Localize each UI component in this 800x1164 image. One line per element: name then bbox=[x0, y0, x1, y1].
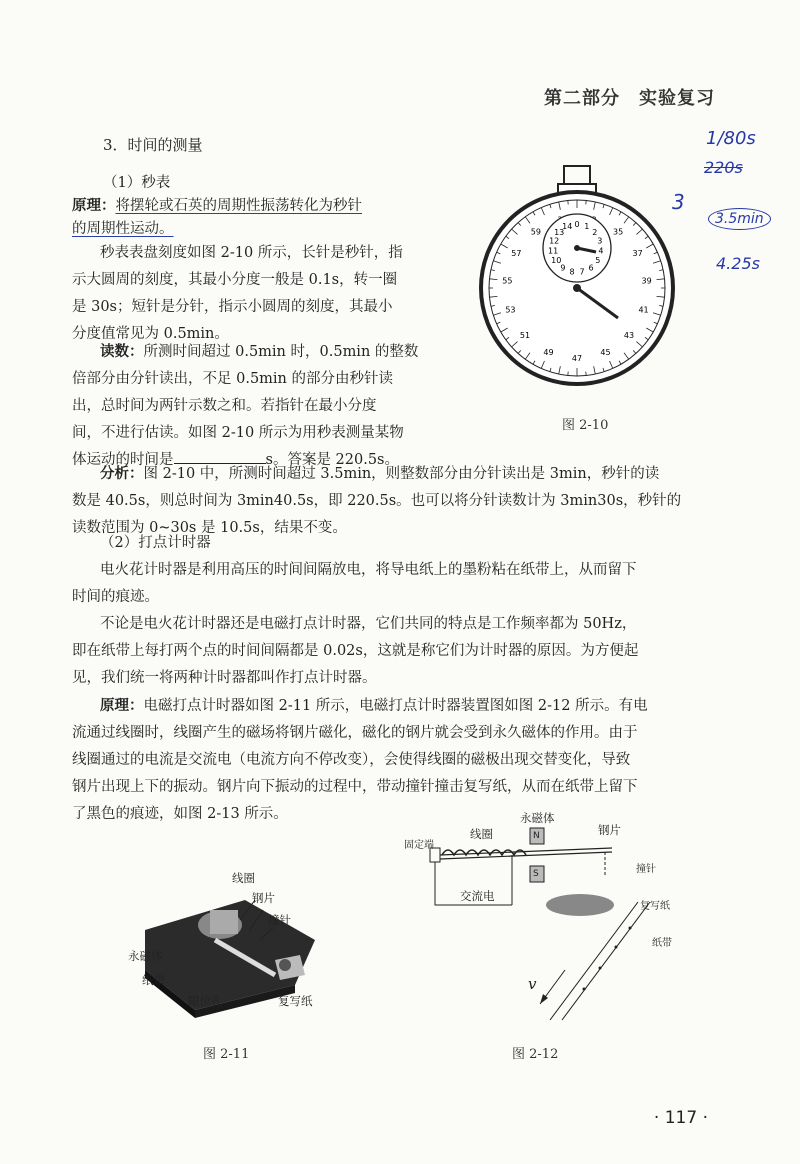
handwritten-note: 4.25s bbox=[716, 254, 760, 273]
stopwatch-heading: （1）秒表 bbox=[103, 175, 171, 191]
reading-label: 读数： bbox=[100, 343, 144, 360]
fig212-carbon: 复写纸 bbox=[640, 901, 670, 912]
fig212-ac: 交流电 bbox=[460, 889, 495, 903]
fig212-s-pole: S bbox=[533, 869, 539, 879]
reading-line: 所测时间超过 0.5min 时，0.5min 的整数 bbox=[143, 344, 419, 360]
inner-dial-label: 14 bbox=[562, 222, 573, 232]
principle-text-2: 的周期性运动。 bbox=[72, 221, 174, 237]
reading-line: 出，总时间为两针示数之和。若指针在最小分度 bbox=[72, 398, 377, 414]
dial-label: 57 bbox=[511, 249, 522, 258]
stopwatch-reading bbox=[72, 338, 472, 474]
timer-p3-line: 线圈通过的电流是交流电（电流方向不停改变），会使得线圈的磁极出现交替变化，导致 bbox=[72, 752, 631, 768]
fig-2-12-diagram bbox=[400, 810, 700, 1030]
fig212-fixed: 固定端 bbox=[404, 840, 434, 851]
reading-last-a: 体运动的时间是 bbox=[72, 452, 174, 468]
inner-dial-label: 5 bbox=[595, 256, 601, 265]
fig212-coil: 线圈 bbox=[470, 827, 493, 841]
timer-p1-line: 电火花计时器是利用高压的时间间隔放电，将导电纸上的墨粉粘在纸带上，从而留下 bbox=[100, 562, 637, 578]
timer-p2-line: 即在纸带上每打两个点的时间间隔都是 0.02s，这就是称它们为计时器的原因。为方便起 bbox=[72, 643, 639, 659]
dial-label: 47 bbox=[571, 354, 583, 363]
fig-2-11-caption: 图 2-11 bbox=[203, 1047, 250, 1062]
analysis-line: 数是 40.5s，则总时间为 3min40.5s，即 220.5s。也可以将分针读数计为 3min30s，秒针的 bbox=[72, 493, 682, 509]
inner-dial-label: 3 bbox=[597, 236, 603, 246]
running-header: 第二部分 实验复习 bbox=[544, 88, 715, 109]
fig212-tape: 纸带 bbox=[652, 938, 672, 949]
inner-dial-label: 9 bbox=[560, 263, 566, 273]
inner-dial-label: 13 bbox=[554, 227, 565, 237]
dial-label: 35 bbox=[613, 227, 624, 237]
analysis-label: 分析： bbox=[100, 465, 144, 482]
timer-p3-line: 电磁打点计时器如图 2-11 所示，电磁打点计时器装置图如图 2-12 所示。有电 bbox=[143, 698, 648, 714]
fig-2-10-caption: 图 2-10 bbox=[562, 418, 609, 433]
analysis-line: 读数范围为 0~30s 是 10.5s，结果不变。 bbox=[72, 520, 347, 536]
timer-p3-line: 钢片出现上下的振动。钢片向下振动的过程中，带动撞针撞击复写纸，从而在纸带上留下 bbox=[72, 779, 638, 795]
dial-label: 43 bbox=[623, 330, 635, 340]
handwritten-note: 1/80s bbox=[706, 128, 756, 149]
inner-dial-label: 11 bbox=[548, 246, 559, 256]
fig212-n-pole: N bbox=[533, 831, 540, 841]
fig212-magnet: 永磁体 bbox=[520, 811, 555, 825]
timer-p1-line: 时间的痕迹。 bbox=[72, 589, 159, 605]
fig212-steel: 钢片 bbox=[598, 823, 621, 837]
fig212-velocity: v bbox=[528, 975, 537, 993]
reading-line: 倍部分由分针读出，不足 0.5min 的部分由秒针读 bbox=[72, 371, 394, 387]
timer-principle-label: 原理： bbox=[100, 697, 144, 714]
timer-p3-line: 流通过线圈时，线圈产生的磁场将钢片磁化，磁化的钢片就会受到永久磁体的作用。由于 bbox=[72, 725, 638, 741]
dial-label: 59 bbox=[530, 227, 541, 237]
label-coil: 线圈 bbox=[232, 871, 255, 885]
dial-label: 53 bbox=[505, 305, 516, 315]
desc-line: 是 30s；短针是分针，指示小圆周的刻度，其最小 bbox=[72, 299, 393, 315]
inner-dial-label: 10 bbox=[551, 256, 562, 265]
dial-label: 39 bbox=[641, 276, 652, 286]
handwritten-note: 220s bbox=[704, 158, 743, 177]
inner-dial-label: 2 bbox=[592, 227, 598, 237]
label-magnet: 永磁体 bbox=[128, 949, 163, 963]
label-steel: 钢片 bbox=[252, 891, 275, 905]
reading-last-b: s。答案是 220.5s。 bbox=[265, 452, 400, 468]
principle-text: 将摆轮或石英的周期性振荡转化为秒针 bbox=[115, 198, 362, 214]
inner-dial-label: 4 bbox=[598, 246, 604, 256]
desc-line: 秒表表盘刻度如图 2-10 所示，长针是秒针，指 bbox=[100, 245, 403, 261]
section-title: 3．时间的测量 bbox=[103, 136, 203, 154]
label-pin: 撞针 bbox=[268, 913, 291, 927]
timer-section bbox=[72, 530, 722, 828]
inner-dial-label: 12 bbox=[549, 236, 560, 246]
fig212-pin: 撞针 bbox=[636, 864, 656, 875]
dial-label: 51 bbox=[519, 330, 531, 340]
analysis-line: 图 2-10 中，所测时间超过 3.5min，则整数部分由分针读出是 3min，秒针的读 bbox=[143, 466, 660, 482]
inner-dial-label: 0 bbox=[574, 220, 580, 229]
stopwatch-desc bbox=[72, 240, 472, 348]
desc-line: 示大圆周的刻度，其最小分度一般是 0.1s，转一圈 bbox=[72, 272, 398, 288]
label-tape: 纸带 bbox=[142, 973, 165, 987]
principle-label: 原理： bbox=[72, 197, 116, 214]
dial-label: 37 bbox=[632, 249, 643, 258]
timer-p3-line: 了黑色的痕迹，如图 2-13 所示。 bbox=[72, 806, 288, 822]
label-hole: 限位孔 bbox=[188, 994, 223, 1008]
fig-2-12-caption: 图 2-12 bbox=[512, 1047, 559, 1062]
label-carbon: 复写纸 bbox=[278, 994, 313, 1008]
handwritten-note: 3 bbox=[672, 190, 685, 214]
inner-dial-label: 7 bbox=[579, 267, 585, 277]
stopwatch-figure bbox=[470, 160, 680, 396]
timer-p2-line: 见，我们统一将两种计时器都叫作打点计时器。 bbox=[72, 670, 377, 686]
dial-label: 41 bbox=[638, 305, 649, 315]
timer-p2-line: 不论是电火花计时器还是电磁打点计时器，它们共同的特点是工作频率都为 50Hz， bbox=[100, 616, 637, 632]
dial-label: 49 bbox=[543, 347, 554, 357]
handwritten-note: 3.5min bbox=[708, 208, 771, 230]
timer-heading: （2）打点计时器 bbox=[100, 535, 211, 551]
dial-label: 45 bbox=[600, 347, 611, 357]
dial-label: 55 bbox=[502, 276, 513, 286]
page-number: · 117 · bbox=[653, 1108, 708, 1128]
desc-line: 分度值常见为 0.5min。 bbox=[72, 326, 229, 342]
inner-dial-label: 6 bbox=[588, 263, 594, 273]
reading-line: 间，不进行估读。如图 2-10 所示为用秒表测量某物 bbox=[72, 425, 404, 441]
inner-dial-label: 1 bbox=[584, 222, 590, 232]
inner-dial-label: 8 bbox=[569, 267, 575, 277]
